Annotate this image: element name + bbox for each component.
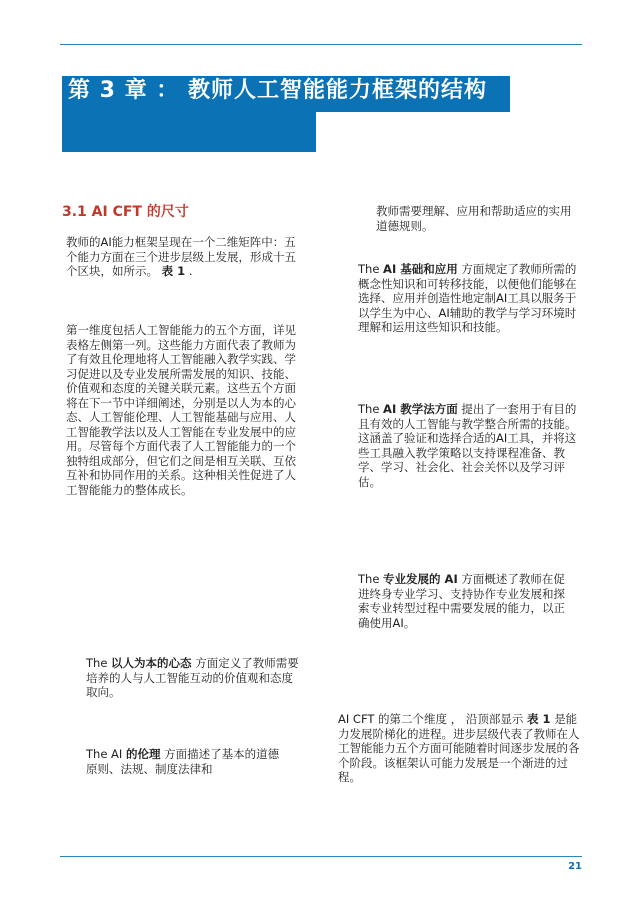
right-paragraph-2-text: 方面规定了教师所需的概念性知识和可转移技能，以便他们能够在选择、应用并创造性地定制AI工具以服务于以学生为中心、AI辅助的教学与学习环境时理解和运用这些知识和技能。 <box>358 262 577 334</box>
right-paragraph-2-term: AI 基础和应用 <box>383 262 458 276</box>
left-paragraph-3-term: 以人为本的心态 <box>111 656 192 670</box>
right-paragraph-3 <box>358 402 582 489</box>
table-reference: 表 1 <box>161 264 186 278</box>
left-paragraph-4-prefix: The AI <box>86 747 123 761</box>
left-paragraph-3 <box>86 656 300 700</box>
title-band-lower <box>62 112 316 152</box>
right-paragraph-3-term: AI 教学法方面 <box>383 402 458 416</box>
right-paragraph-2-prefix: The <box>358 262 380 276</box>
right-paragraph-4-prefix: The <box>358 572 380 586</box>
right-paragraph-4 <box>358 572 576 630</box>
left-paragraph-3-text: 方面定义了教师需要培养的人与人工智能互动的价值观和态度取向。 <box>86 656 299 699</box>
right-paragraph-3-text: 提出了一套用于有目的且有效的人工智能与教学整合所需的技能。这涵盖了验证和选择合适的AI工具，并将这些工具融入教学策略以支持课程准备、教学、学习、社会化、社会关怀以及学习评估。 <box>358 402 577 489</box>
right-paragraph-4-text: 方面概述了教师在促进终身专业学习、支持协作专业发展和探索专业转型过程中需要发展的能力，以正确使用AI。 <box>358 572 565 630</box>
page-number: 21 <box>568 861 582 872</box>
left-paragraph-1-end: . <box>188 264 193 278</box>
right-paragraph-5 <box>338 712 580 785</box>
chapter-title: 第 3 章 ： 教师人工智能能力框架的结构 <box>68 78 487 103</box>
section-heading: 3.1 AI CFT 的尺寸 <box>62 204 189 220</box>
top-rule <box>60 44 582 45</box>
right-paragraph-5-text-2: 是能力发展阶梯化的进程。进步层级代表了教师在人工智能能力五个方面可能随着时间逐步发展的各个阶段。该框架认可能力发展是一个渐进的过程。 <box>338 712 580 784</box>
left-paragraph-1 <box>66 235 306 279</box>
left-paragraph-3-prefix: The <box>86 656 108 670</box>
left-paragraph-2: 第一维度包括人工智能能力的五个方面，详见表格左侧第一列。这些能力方面代表了教师为了有效且伦理地将人工智能融入教学实践、学习促进以及专业发展所需发展的知识、技能、价值观和态度的关键关联元素。这些五个方面将在下一节中详细阐述，分别是以人为本的心态、人工智能伦理、人工智能基础与应用、人工智能教学法以及人工智能在专业发展中的应用。尽管每个方面代表了人工智能能力的一个独特组成部分，但它们之间是相互关联、互依互补和协同作用的关系。这种相关性促进了人工智能能力的整体成长。 <box>66 323 296 497</box>
right-paragraph-4-term: 专业发展的 AI <box>383 572 458 586</box>
left-paragraph-4 <box>86 747 284 776</box>
right-paragraph-5-ref: 表 1 <box>527 712 551 726</box>
right-paragraph-3-prefix: The <box>358 402 380 416</box>
right-paragraph-2 <box>358 262 580 335</box>
left-paragraph-4-term: 的伦理 <box>125 747 161 761</box>
left-paragraph-4-text: 方面描述了基本的道德原则、法规、制度法律和 <box>86 747 280 776</box>
left-paragraph-1-text: 教师的AI能力框架呈现在一个二维矩阵中：五个能力方面在三个进步层级上发展，形成十五个区块，如所示。 <box>66 235 296 278</box>
right-paragraph-5-text-1: AI CFT 的第二个维度 ， 沿顶部显示 <box>338 712 524 726</box>
right-paragraph-1: 教师需要理解、应用和帮助适应的实用道德规则。 <box>376 204 572 233</box>
bottom-rule <box>60 856 582 857</box>
